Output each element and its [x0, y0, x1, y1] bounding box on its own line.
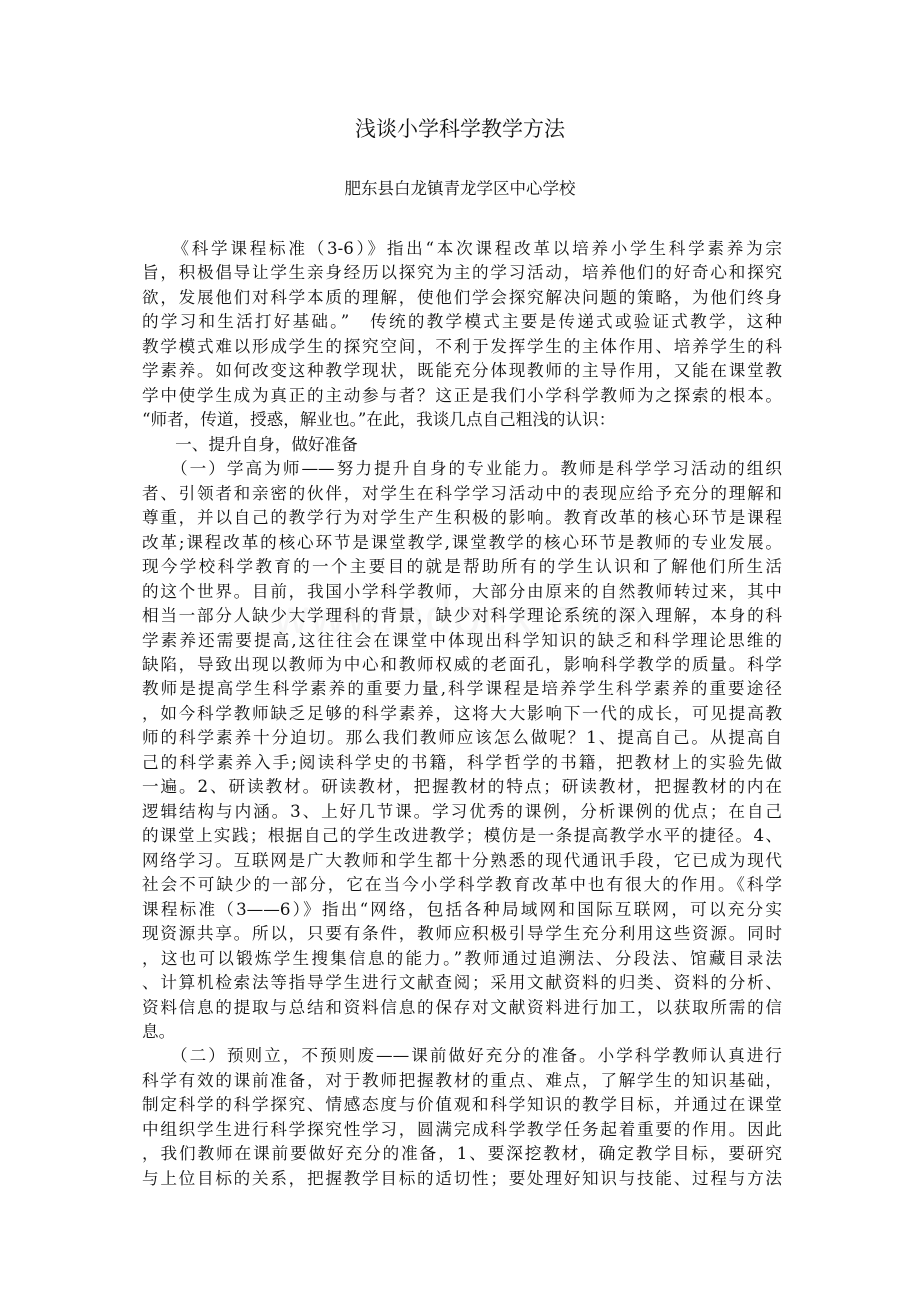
body-line: 相当一部分人缺少大学理科的背景，缺少对科学理论系统的深入理解，本身的科 [142, 606, 782, 626]
body-line: 现今学校科学教育的一个主要目的就是帮助所有的学生认识和了解他们所生活 [142, 557, 782, 577]
document-title: 浅谈小学科学教学方法 [355, 117, 565, 141]
body-line: 的学习和生活打好基础。” 传统的教学模式主要是传递式或验证式教学，这种 [142, 312, 782, 332]
document-author: 肥东县白龙镇青龙学区中心学校 [344, 179, 576, 198]
body-line: 制定科学的科学探究、情感态度与价值观和科学知识的教学目标，并通过在课堂 [142, 1095, 782, 1115]
body-line: ，我们教师在课前要做好充分的准备，1、要深挖教材，确定教学目标，要研究 [142, 1144, 782, 1164]
body-line: 的课堂上实践；根据自己的学生改进教学；模仿是一条提高教学水平的捷径。4、 [142, 826, 782, 846]
body-line: 社会不可缺少的一部分，它在当今小学科学教育改革中也有很大的作用。《科学 [142, 875, 782, 895]
body-line: 与上位目标的关系，把握教学目标的适切性；要处理好知识与技能、过程与方法 [142, 1168, 782, 1188]
body-line: 己的科学素养入手;阅读科学史的书籍，科学哲学的书籍，把教材上的实验先做 [142, 752, 782, 772]
body-line: 一遍。2、研读教材。研读教材，把握教材的特点；研读教材，把握教材的内在 [142, 777, 782, 797]
body-line: 缺陷，导致出现以教师为中心和教师权威的老面孔，影响科学教学的质量。科学 [142, 654, 782, 674]
body-line: 学素养。如何改变这种教学现状，既能充分体现教师的主导作用，又能在课堂教 [142, 361, 782, 381]
body-line: 息。 [142, 1022, 176, 1041]
body-line: （二）预则立，不预则废——课前做好充分的准备。小学科学教师认真进行 [142, 1046, 782, 1066]
body-line: 改革;课程改革的核心环节是课堂教学,课堂教学的核心环节是教师的专业发展。 [142, 532, 782, 552]
body-line: 《科学课程标准（3-6）》指出“本次课程改革以培养小学生科学素养为宗 [142, 239, 782, 258]
body-line: 、计算机检索法等指导学生进行文献查阅；采用文献资料的归类、资料的分析、 [142, 973, 782, 993]
body-line: 欲，发展他们对科学本质的理解，使他们学会探究解决问题的策略，为他们终身 [142, 287, 782, 307]
body-line: 尊重，并以自己的教学行为对学生产生积极的影响。教育改革的核心环节是课程 [142, 508, 782, 528]
body-line: ，这也可以锻炼学生搜集信息的能力。”教师通过追溯法、分段法、馆藏目录法 [142, 948, 782, 968]
body-line: 科学有效的课前准备，对于教师把握教材的重点、难点，了解学生的知识基础， [142, 1070, 782, 1090]
body-line: “师者，传道，授惑，解业也。”在此，我谈几点自己粗浅的认识： [142, 410, 616, 430]
body-line: 中组织学生进行科学探究性学习，圆满完成科学教学任务起着重要的作用。因此 [142, 1119, 782, 1139]
body-line: 课程标准（3——6）》指出“网络，包括各种局域网和国际互联网，可以充分实 [142, 899, 782, 919]
body-line: 学中使学生成为真正的主动参与者？这正是我们小学科学教师为之探索的根本。 [142, 385, 782, 405]
body-line: 旨，积极倡导让学生亲身经历以探究为主的学习活动，培养他们的好奇心和探究 [142, 263, 782, 283]
body-line: 逻辑结构与内涵。3、上好几节课。学习优秀的课例，分析课例的优点；在自己 [142, 801, 782, 821]
body-line: ，如今科学教师缺乏足够的科学素养，这将大大影响下一代的成长，可见提高教 [142, 703, 782, 723]
body-line: 资料信息的提取与总结和资料信息的保存对文献资料进行加工，以获取所需的信 [142, 997, 782, 1017]
body-line: 网络学习。互联网是广大教师和学生都十分熟悉的现代通讯手段，它已成为现代 [142, 850, 782, 870]
body-line: 教学模式难以形成学生的探究空间，不利于发挥学生的主体作用、培养学生的科 [142, 336, 782, 356]
body-line: 者、引领者和亲密的伙伴，对学生在科学学习活动中的表现应给予充分的理解和 [142, 483, 782, 503]
body-line: 学素养还需要提高,这往往会在课堂中体现出科学知识的缺乏和科学理论思维的 [142, 630, 782, 650]
body-line: 师的科学素养十分迫切。那么我们教师应该怎么做呢？1、提高自己。从提高自 [142, 728, 782, 748]
body-line: 现资源共享。所以，只要有条件，教师应积极引导学生充分利用这些资源。同时 [142, 924, 782, 944]
body-line: 教师是提高学生科学素养的重要力量,科学课程是培养学生科学素养的重要途径 [142, 679, 782, 699]
body-line: 的这个世界。目前，我国小学科学教师，大部分由原来的自然教师转过来，其中 [142, 581, 782, 601]
document-body [142, 237, 782, 1191]
body-line: 一、提升自身，做好准备 [142, 434, 358, 454]
body-line: （一）学高为师——努力提升自身的专业能力。教师是科学学习活动的组织 [142, 459, 782, 479]
